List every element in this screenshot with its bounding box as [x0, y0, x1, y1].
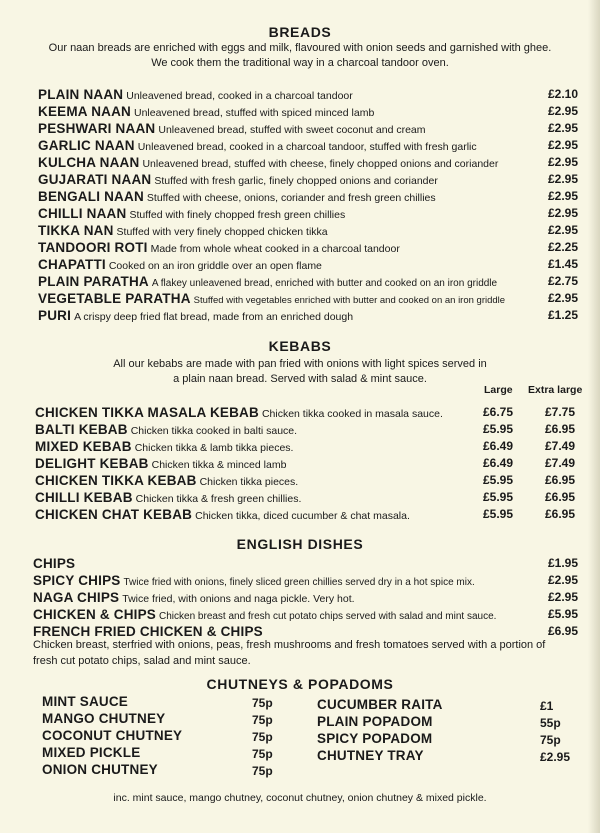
item-price: £1.45	[547, 257, 578, 271]
menu-item	[35, 472, 578, 489]
price-extra-large: £6.95	[544, 507, 575, 521]
chutney-name: COCONUT CHUTNEY	[42, 728, 183, 743]
item-name: CHIPS	[33, 556, 76, 571]
item-name: PESHWARI NAAN	[38, 121, 156, 136]
item-name: BALTI KEBAB	[35, 422, 128, 437]
item-name: BENGALI NAAN	[38, 189, 144, 204]
price-large: £5.95	[483, 490, 514, 504]
english-dishes-heading: ENGLISH DISHES	[236, 536, 364, 552]
item-name: TIKKA NAN	[38, 223, 114, 238]
item-price: £2.95	[547, 155, 578, 169]
menu-item	[35, 438, 578, 455]
menu-item	[38, 188, 578, 205]
menu-item	[38, 137, 578, 154]
item-price: £1.95	[547, 556, 578, 570]
page-edge-shadow	[588, 0, 600, 833]
item-desc: Chicken tikka pieces.	[199, 476, 299, 488]
item-price: £1.25	[547, 308, 578, 322]
item-name: CHILLI NAAN	[38, 206, 127, 221]
price-large: £5.95	[483, 507, 514, 521]
item-name: MIXED KEBAB	[35, 439, 132, 454]
item-name: PLAIN PARATHA	[38, 274, 149, 289]
menu-item	[38, 239, 578, 256]
item-name: GARLIC NAAN	[38, 138, 135, 153]
item-name: VEGETABLE PARATHA	[38, 291, 191, 306]
item-price: £2.75	[547, 274, 578, 288]
item-desc: Chicken tikka cooked in balti sauce.	[130, 425, 298, 437]
item-price: £2.25	[547, 240, 578, 254]
item-price: £2.95	[547, 172, 578, 186]
item-price: £2.95	[547, 291, 578, 305]
price-extra-large: £7.49	[544, 456, 575, 470]
item-price: £2.10	[547, 87, 578, 101]
item-desc: Cooked on an iron griddle over an open flame	[108, 260, 322, 272]
menu-item	[38, 307, 578, 324]
menu-item	[33, 606, 578, 623]
item-desc: Made from whole wheat cooked in a charcoal tandoor	[150, 243, 400, 255]
item-name: PLAIN NAAN	[38, 87, 124, 102]
item-desc: Stuffed with finely chopped fresh green chillies	[129, 209, 346, 221]
menu-item	[38, 86, 578, 103]
item-desc: Unleavened bread, stuffed with sweet coconut and cream	[158, 124, 426, 136]
menu-item	[35, 455, 578, 472]
menu-item	[35, 489, 578, 506]
item-desc: Unleavened bread, stuffed with cheese, finely chopped onions and coriander	[142, 158, 499, 170]
item-name: GUJARATI NAAN	[38, 172, 152, 187]
item-name: SPICY CHIPS	[33, 573, 121, 588]
menu-item	[33, 555, 578, 572]
item-name: CHILLI KEBAB	[35, 490, 133, 505]
item-price: £2.95	[547, 206, 578, 220]
price-large: £5.95	[483, 422, 514, 436]
kebabs-heading: KEBABS	[268, 338, 332, 354]
menu-item	[33, 589, 578, 606]
price-extra-large: £6.95	[544, 473, 575, 487]
item-name: CHICKEN CHAT KEBAB	[35, 507, 193, 522]
item-desc: Stuffed with fresh garlic, finely chopped onions and coriander	[154, 175, 438, 187]
item-name: NAGA CHIPS	[33, 590, 120, 605]
french-fried-description: Chicken breast, sterfried with onions, peas, fresh mushrooms and fresh tomatoes served with a portion of fresh cut potato chips, salad and mint sauce.	[33, 639, 546, 667]
chutney-name: PLAIN POPADOM	[317, 714, 433, 729]
price-extra-large: £6.95	[544, 490, 575, 504]
item-price: £2.95	[547, 590, 578, 604]
price-extra-large: £7.49	[544, 439, 575, 453]
item-desc: A crispy deep fried flat bread, made from an enriched dough	[74, 311, 354, 323]
chutney-price: £2.95	[540, 750, 571, 764]
item-name: PURI	[38, 308, 72, 323]
item-desc: Chicken tikka & lamb tikka pieces.	[134, 442, 294, 454]
item-price: £2.95	[547, 223, 578, 237]
menu-item	[35, 421, 578, 438]
chutney-name: CHUTNEY TRAY	[317, 748, 424, 763]
item-desc: Chicken tikka, diced cucumber & chat masala.	[195, 510, 410, 522]
chutney-price: 75p	[252, 713, 273, 727]
item-name: CHAPATTI	[38, 257, 106, 272]
item-desc: Stuffed with cheese, onions, coriander and fresh green chillies	[146, 192, 436, 204]
chutney-name: MINT SAUCE	[42, 694, 128, 709]
item-name: CHICKEN & CHIPS	[33, 607, 157, 622]
item-price: £2.95	[547, 189, 578, 203]
item-name: DELIGHT KEBAB	[35, 456, 149, 471]
breads-heading: BREADS	[268, 24, 332, 40]
item-price: £2.95	[547, 104, 578, 118]
chutney-price: 75p	[540, 733, 561, 747]
chutney-name: CUCUMBER RAITA	[317, 697, 443, 712]
item-desc: Chicken breast and fresh cut potato chips served with salad and mint sauce.	[159, 611, 497, 622]
chutney-price: 75p	[252, 696, 273, 710]
item-desc: Stuffed with very finely chopped chicken tikka	[116, 226, 328, 238]
menu-item	[38, 273, 578, 290]
kebabs-intro: All our kebabs are made with pan fried with onions with light spices served in a plain naan bread. Served with salad & mint sauce.	[113, 358, 487, 385]
menu-item	[38, 120, 578, 137]
column-header-extra-large: Extra large	[528, 384, 583, 396]
price-extra-large: £7.75	[544, 405, 575, 419]
item-name: CHICKEN TIKKA MASALA KEBAB	[35, 405, 259, 420]
item-desc: Unleavened bread, cooked in a charcoal tandoor	[126, 90, 353, 102]
chutney-price: 75p	[252, 730, 273, 744]
item-price: £5.95	[547, 607, 578, 621]
menu-item	[38, 171, 578, 188]
item-desc: Unleavened bread, cooked in a charcoal tandoor, stuffed with fresh garlic	[137, 141, 477, 153]
chutney-tray-note: inc. mint sauce, mango chutney, coconut chutney, onion chutney & mixed pickle.	[113, 792, 487, 804]
item-desc: A flakey unleavened bread, enriched with butter and cooked on an iron griddle	[151, 278, 498, 289]
chutney-name: MANGO CHUTNEY	[42, 711, 166, 726]
item-price: £2.95	[547, 573, 578, 587]
menu-item	[35, 404, 578, 421]
menu-item	[38, 222, 578, 239]
chutney-price: 75p	[252, 764, 273, 778]
chutney-name: MIXED PICKLE	[42, 745, 141, 760]
menu-item	[38, 256, 578, 273]
chutney-name: SPICY POPADOM	[317, 731, 433, 746]
item-desc: Twice fried, with onions and naga pickle. Very hot.	[122, 593, 355, 605]
chutney-price: 75p	[252, 747, 273, 761]
price-large: £6.49	[483, 439, 514, 453]
item-desc: Chicken tikka cooked in masala sauce.	[261, 408, 443, 420]
menu-item	[38, 154, 578, 171]
chutney-price: 55p	[540, 716, 561, 730]
item-name: FRENCH FRIED CHICKEN & CHIPS	[33, 624, 263, 639]
item-desc: Unleavened bread, stuffed with spiced minced lamb	[134, 107, 375, 119]
item-name: TANDOORI ROTI	[38, 240, 148, 255]
item-desc: Stuffed with vegetables enriched with butter and cooked on an iron griddle	[193, 295, 506, 306]
column-header-large: Large	[484, 384, 513, 396]
item-name: KEEMA NAAN	[38, 104, 131, 119]
item-price: £2.95	[547, 121, 578, 135]
price-large: £6.49	[483, 456, 514, 470]
item-name: KULCHA NAAN	[38, 155, 140, 170]
menu-item	[33, 572, 578, 589]
price-large: £5.95	[483, 473, 514, 487]
item-price: £2.95	[547, 138, 578, 152]
menu-item	[38, 103, 578, 120]
item-desc: Chicken tikka & fresh green chillies.	[135, 493, 302, 505]
menu-item	[35, 506, 578, 523]
breads-intro: Our naan breads are enriched with eggs and milk, flavoured with onion seeds and garnished with ghee. We cook them the traditional way in a charcoal tandoor oven.	[48, 42, 552, 69]
item-desc: Chicken tikka & minced lamb	[151, 459, 287, 471]
item-desc: Twice fried with onions, finely sliced green chillies served dry in a hot spice mix.	[123, 577, 475, 588]
menu-item	[38, 205, 578, 222]
menu-item	[38, 290, 578, 307]
chutney-name: ONION CHUTNEY	[42, 762, 158, 777]
chutney-price: £1	[540, 699, 554, 713]
price-large: £6.75	[483, 405, 514, 419]
item-name: CHICKEN TIKKA KEBAB	[35, 473, 197, 488]
chutneys-heading: CHUTNEYS & POPADOMS	[206, 676, 394, 692]
price-extra-large: £6.95	[544, 422, 575, 436]
item-price: £6.95	[547, 624, 578, 638]
